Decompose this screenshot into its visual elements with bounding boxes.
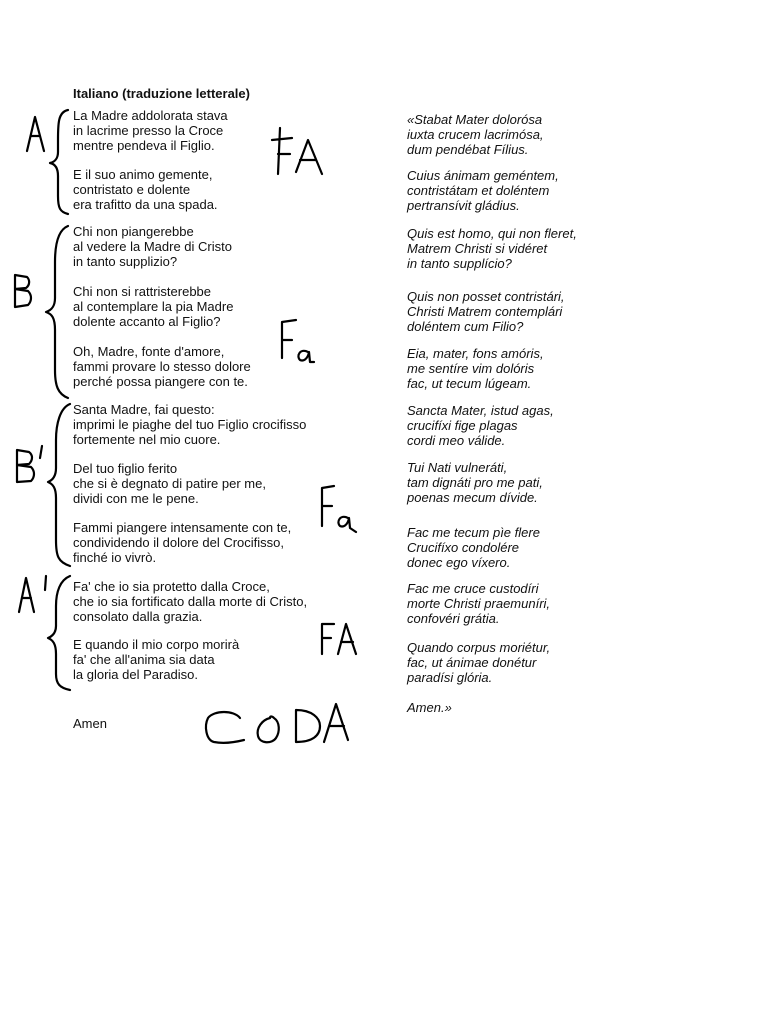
verse-line: doléntem cum Filio?	[407, 319, 524, 334]
verse-line: fammi provare lo stesso dolore	[73, 359, 251, 374]
verse-line: Fac me tecum pìe flere	[407, 525, 540, 540]
verse-line: tam dignáti pro me pati,	[407, 475, 543, 490]
verse-line: fac, ut ánimae donétur	[407, 655, 537, 670]
verse-line: Quis non posset contristári,	[407, 289, 565, 304]
italian-amen: Amen	[73, 716, 107, 731]
handwritten-coda	[200, 696, 356, 752]
brace-section-a	[50, 110, 68, 214]
brace-section-b	[46, 226, 68, 398]
verse-line: Christi Matrem contemplári	[407, 304, 563, 319]
verse-line: finché io vivrò.	[73, 550, 157, 565]
verse-line: E il suo animo gemente,	[73, 167, 213, 182]
section-a-label: A	[24, 114, 25, 115]
verse-line: Fammi piangere intensamente con te,	[73, 520, 292, 535]
handwritten-fa-3	[314, 484, 360, 536]
verse-line: donec ego víxero.	[407, 555, 511, 570]
verse-line: cordi meo válide.	[407, 433, 506, 448]
verse-line: Quando corpus moriétur,	[407, 640, 551, 655]
verse-line: Oh, Madre, fonte d'amore,	[73, 344, 225, 359]
verse-line: in lacrime presso la Croce	[73, 123, 224, 138]
verse-line: in tanto supplizio?	[73, 254, 178, 269]
verse-line: la gloria del Paradiso.	[73, 667, 199, 682]
verse-line: confovéri grátia.	[407, 611, 500, 626]
section-b-label: B	[10, 272, 11, 273]
verse-line: Tui Nati vulneráti,	[407, 460, 508, 475]
handwritten-a	[24, 114, 50, 154]
verse-line: pertransívit gládius.	[407, 198, 520, 213]
verse-line: che io sia fortificato dalla morte di Cristo,	[73, 594, 308, 609]
verse-line: fa' che all'anima sia data	[73, 652, 215, 667]
verse-line: al contemplare la pia Madre	[73, 299, 234, 314]
italian-heading: Italiano (traduzione letterale)	[73, 86, 250, 101]
verse-line: al vedere la Madre di Cristo	[73, 239, 232, 254]
verse-line: Fa' che io sia protetto dalla Croce,	[73, 579, 270, 594]
verse-line: poenas mecum dívide.	[407, 490, 538, 505]
verse-line: Matrem Christi si vidéret	[407, 241, 548, 256]
verse-line: perché possa piangere con te.	[73, 374, 248, 389]
verse-line: Chi non piangerebbe	[73, 224, 194, 239]
brace-section-b-prime	[48, 404, 70, 566]
verse-line: Cuius ánimam geméntem,	[407, 168, 559, 183]
section-a-prime-label: A'	[16, 572, 17, 573]
key-4-label: FA	[318, 620, 320, 621]
handwritten-b-prime	[12, 444, 48, 486]
verse-line: mentre pendeva il Figlio.	[73, 138, 215, 153]
verse-line: fortemente nel mio cuore.	[73, 432, 221, 447]
verse-line: Chi non si rattristerebbe	[73, 284, 212, 299]
key-1-label: FA	[270, 124, 272, 125]
latin-amen: Amen.»	[407, 700, 452, 715]
verse-line: Eia, mater, fons amóris,	[407, 346, 544, 361]
verse-line: paradísi glória.	[407, 670, 493, 685]
verse-line: Santa Madre, fai questo:	[73, 402, 215, 417]
verse-line: Fac me cruce custodíri	[407, 581, 539, 596]
verse-line: in tanto supplício?	[407, 256, 512, 271]
handwritten-b	[10, 272, 36, 310]
key-2-label: Fa	[278, 318, 280, 319]
verse-line: crucifíxi fige plagas	[407, 418, 518, 433]
verse-line: E quando il mio corpo morirà	[73, 637, 240, 652]
section-b-prime-label: B'	[12, 444, 13, 445]
coda-label: CODA	[200, 696, 203, 697]
verse-line: contristátam et doléntem	[407, 183, 550, 198]
verse-line: dum pendébat Fílius.	[407, 142, 529, 157]
verse-line: me sentíre vim dolóris	[407, 361, 535, 376]
verse-line: Del tuo figlio ferito	[73, 461, 178, 476]
verse-line: contristato e dolente	[73, 182, 191, 197]
verse-line: che si è degnato di patire per me,	[73, 476, 266, 491]
handwritten-fa-1	[270, 124, 330, 180]
verse-line: condividendo il dolore del Crocifisso,	[73, 535, 285, 550]
verse-line: Crucifíxo condolére	[407, 540, 519, 555]
handwritten-fa-4	[318, 620, 362, 658]
verse-line: dolente accanto al Figlio?	[73, 314, 221, 329]
verse-line: consolato dalla grazia.	[73, 609, 203, 624]
verse-line: «Stabat Mater dolorósa	[407, 112, 543, 127]
verse-line: era trafitto da una spada.	[73, 197, 218, 212]
handwritten-a-prime	[16, 572, 60, 616]
handwritten-fa-2	[278, 318, 322, 364]
verse-line: morte Christi praemuníri,	[407, 596, 551, 611]
verse-line: fac, ut tecum lúgeam.	[407, 376, 532, 391]
verse-line: iuxta crucem lacrimósa,	[407, 127, 544, 142]
key-3-label: Fa	[314, 484, 316, 485]
verse-line: La Madre addolorata stava	[73, 108, 228, 123]
verse-line: Sancta Mater, istud agas,	[407, 403, 554, 418]
verse-line: Quis est homo, qui non fleret,	[407, 226, 577, 241]
verse-line: imprimi le piaghe del tuo Figlio crocifisso	[73, 417, 307, 432]
verse-line: dividi con me le pene.	[73, 491, 199, 506]
